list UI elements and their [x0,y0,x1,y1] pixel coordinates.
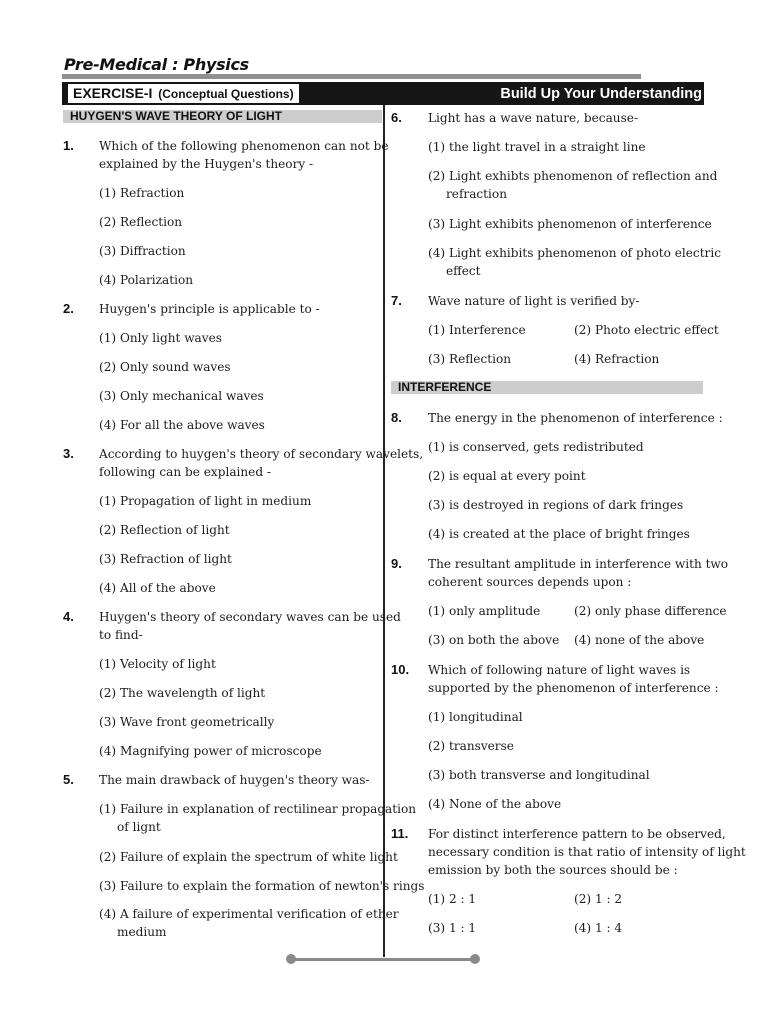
footer-dot-left [286,954,296,964]
question-number: 8. [391,410,402,425]
option: (3) is destroyed in regions of dark fringes [428,498,684,512]
header-rule [62,74,641,79]
question-line: to find- [99,628,143,642]
option: (2) only phase difference [574,604,727,618]
question-number: 3. [63,446,74,461]
question-text: Light has a wave nature, because- [428,111,639,125]
option: (4) 1 : 4 [574,921,623,935]
question-line: emission by both the sources should be : [428,863,678,877]
question-text: Huygen's principle is applicable to - [99,302,320,316]
question-number: 11. [391,826,409,841]
option: (1) Refraction [99,186,185,200]
option: (1) Interference [428,323,526,337]
option: (2) is equal at every point [428,469,586,483]
option: (2) transverse [428,739,514,753]
option: (2) The wavelength of light [99,686,266,700]
option-line: (1) Failure in explanation of rectilinear propagation [99,802,417,816]
option: (3) Wave front geometrically [99,715,275,729]
option-line: (4) Light exhibits phenomenon of photo electric [428,246,721,260]
option: (2) Reflection [99,215,183,229]
option: (1) Only light waves [99,331,222,345]
question-text: The energy in the phenomenon of interference : [428,411,723,425]
question-line: Which of the following phenomenon can not be [99,139,389,153]
question-line: Which of following nature of light waves is [428,663,691,677]
option: (1) is conserved, gets redistributed [428,440,644,454]
question-text [428,825,746,879]
option: (1) 2 : 1 [428,892,477,906]
question-line: supported by the phenomenon of interference : [428,681,719,695]
option: (1) Propagation of light in medium [99,494,312,508]
option: (4) Refraction [574,352,660,366]
option: (3) Failure to explain the formation of newton's rings [99,879,425,893]
question-text: The main drawback of huygen's theory was- [99,773,370,787]
option: (1) only amplitude [428,604,541,618]
option [428,244,721,280]
question-line: The resultant amplitude in interference with two [428,557,729,571]
option [99,800,416,836]
question-text [428,555,728,591]
option: (2) Only sound waves [99,360,231,374]
question-line: According to huygen's theory of secondary wavelets, [99,447,424,461]
question-number: 4. [63,609,74,624]
question-text [99,445,423,481]
option: (2) Photo electric effect [574,323,719,337]
option: (3) on both the above [428,633,560,647]
option: (2) Failure of explain the spectrum of white light [99,850,398,864]
option: (2) Reflection of light [99,523,230,537]
option: (2) 1 : 2 [574,892,623,906]
exercise-subtitle: (Conceptual Questions) [158,87,294,101]
option-line: (4) A failure of experimental verification of ether [99,907,399,921]
exercise-label [68,84,299,103]
footer-dot-right [470,954,480,964]
section-heading-interference: INTERFERENCE [391,381,703,394]
option: (3) Refraction of light [99,552,232,566]
question-line: coherent sources depends upon : [428,575,632,589]
option-line: refraction [446,187,507,201]
option-line: (2) Light exhibts phenomenon of reflection and [428,169,718,183]
question-line: necessary condition is that ratio of intensity of light [428,845,746,859]
question-text [99,137,389,173]
question-number: 5. [63,772,74,787]
option-line: of lignt [117,820,161,834]
section-heading-huygens: HUYGEN'S WAVE THEORY OF LIGHT [63,110,382,123]
option: (4) Polarization [99,273,194,287]
option: (4) Magnifying power of microscope [99,744,322,758]
option: (4) none of the above [574,633,705,647]
option: (3) 1 : 1 [428,921,477,935]
question-line: Huygen's theory of secondary waves can be used [99,610,401,624]
question-text [99,608,401,644]
option: (1) Velocity of light [99,657,216,671]
question-number: 2. [63,301,74,316]
option: (1) the light travel in a straight line [428,140,646,154]
question-text [428,661,719,697]
option-line: medium [117,925,167,939]
option: (3) Only mechanical waves [99,389,264,403]
option-line: effect [446,264,481,278]
question-number: 6. [391,110,402,125]
option: (3) Reflection [428,352,512,366]
question-line: explained by the Huygen's theory - [99,157,314,171]
option [428,167,717,203]
option: (4) None of the above [428,797,562,811]
exercise-title: EXERCISE-I [73,85,153,101]
question-text: Wave nature of light is verified by- [428,294,640,308]
option: (4) For all the above waves [99,418,265,432]
question-number: 1. [63,138,74,153]
question-number: 9. [391,556,402,571]
footer-rule [291,958,475,961]
option: (3) both transverse and longitudinal [428,768,650,782]
option: (1) longitudinal [428,710,523,724]
question-line: For distinct interference pattern to be observed, [428,827,726,841]
option: (3) Diffraction [99,244,186,258]
question-number: 10. [391,662,410,677]
option [99,905,399,941]
question-line: following can be explained - [99,465,272,479]
option: (4) is created at the place of bright fringes [428,527,690,541]
option: (3) Light exhibits phenomenon of interference [428,217,712,231]
page-header-title: Pre-Medical : Physics [64,55,249,74]
question-number: 7. [391,293,402,308]
build-up-heading: Build Up Your Understanding [500,86,702,102]
option: (4) All of the above [99,581,216,595]
